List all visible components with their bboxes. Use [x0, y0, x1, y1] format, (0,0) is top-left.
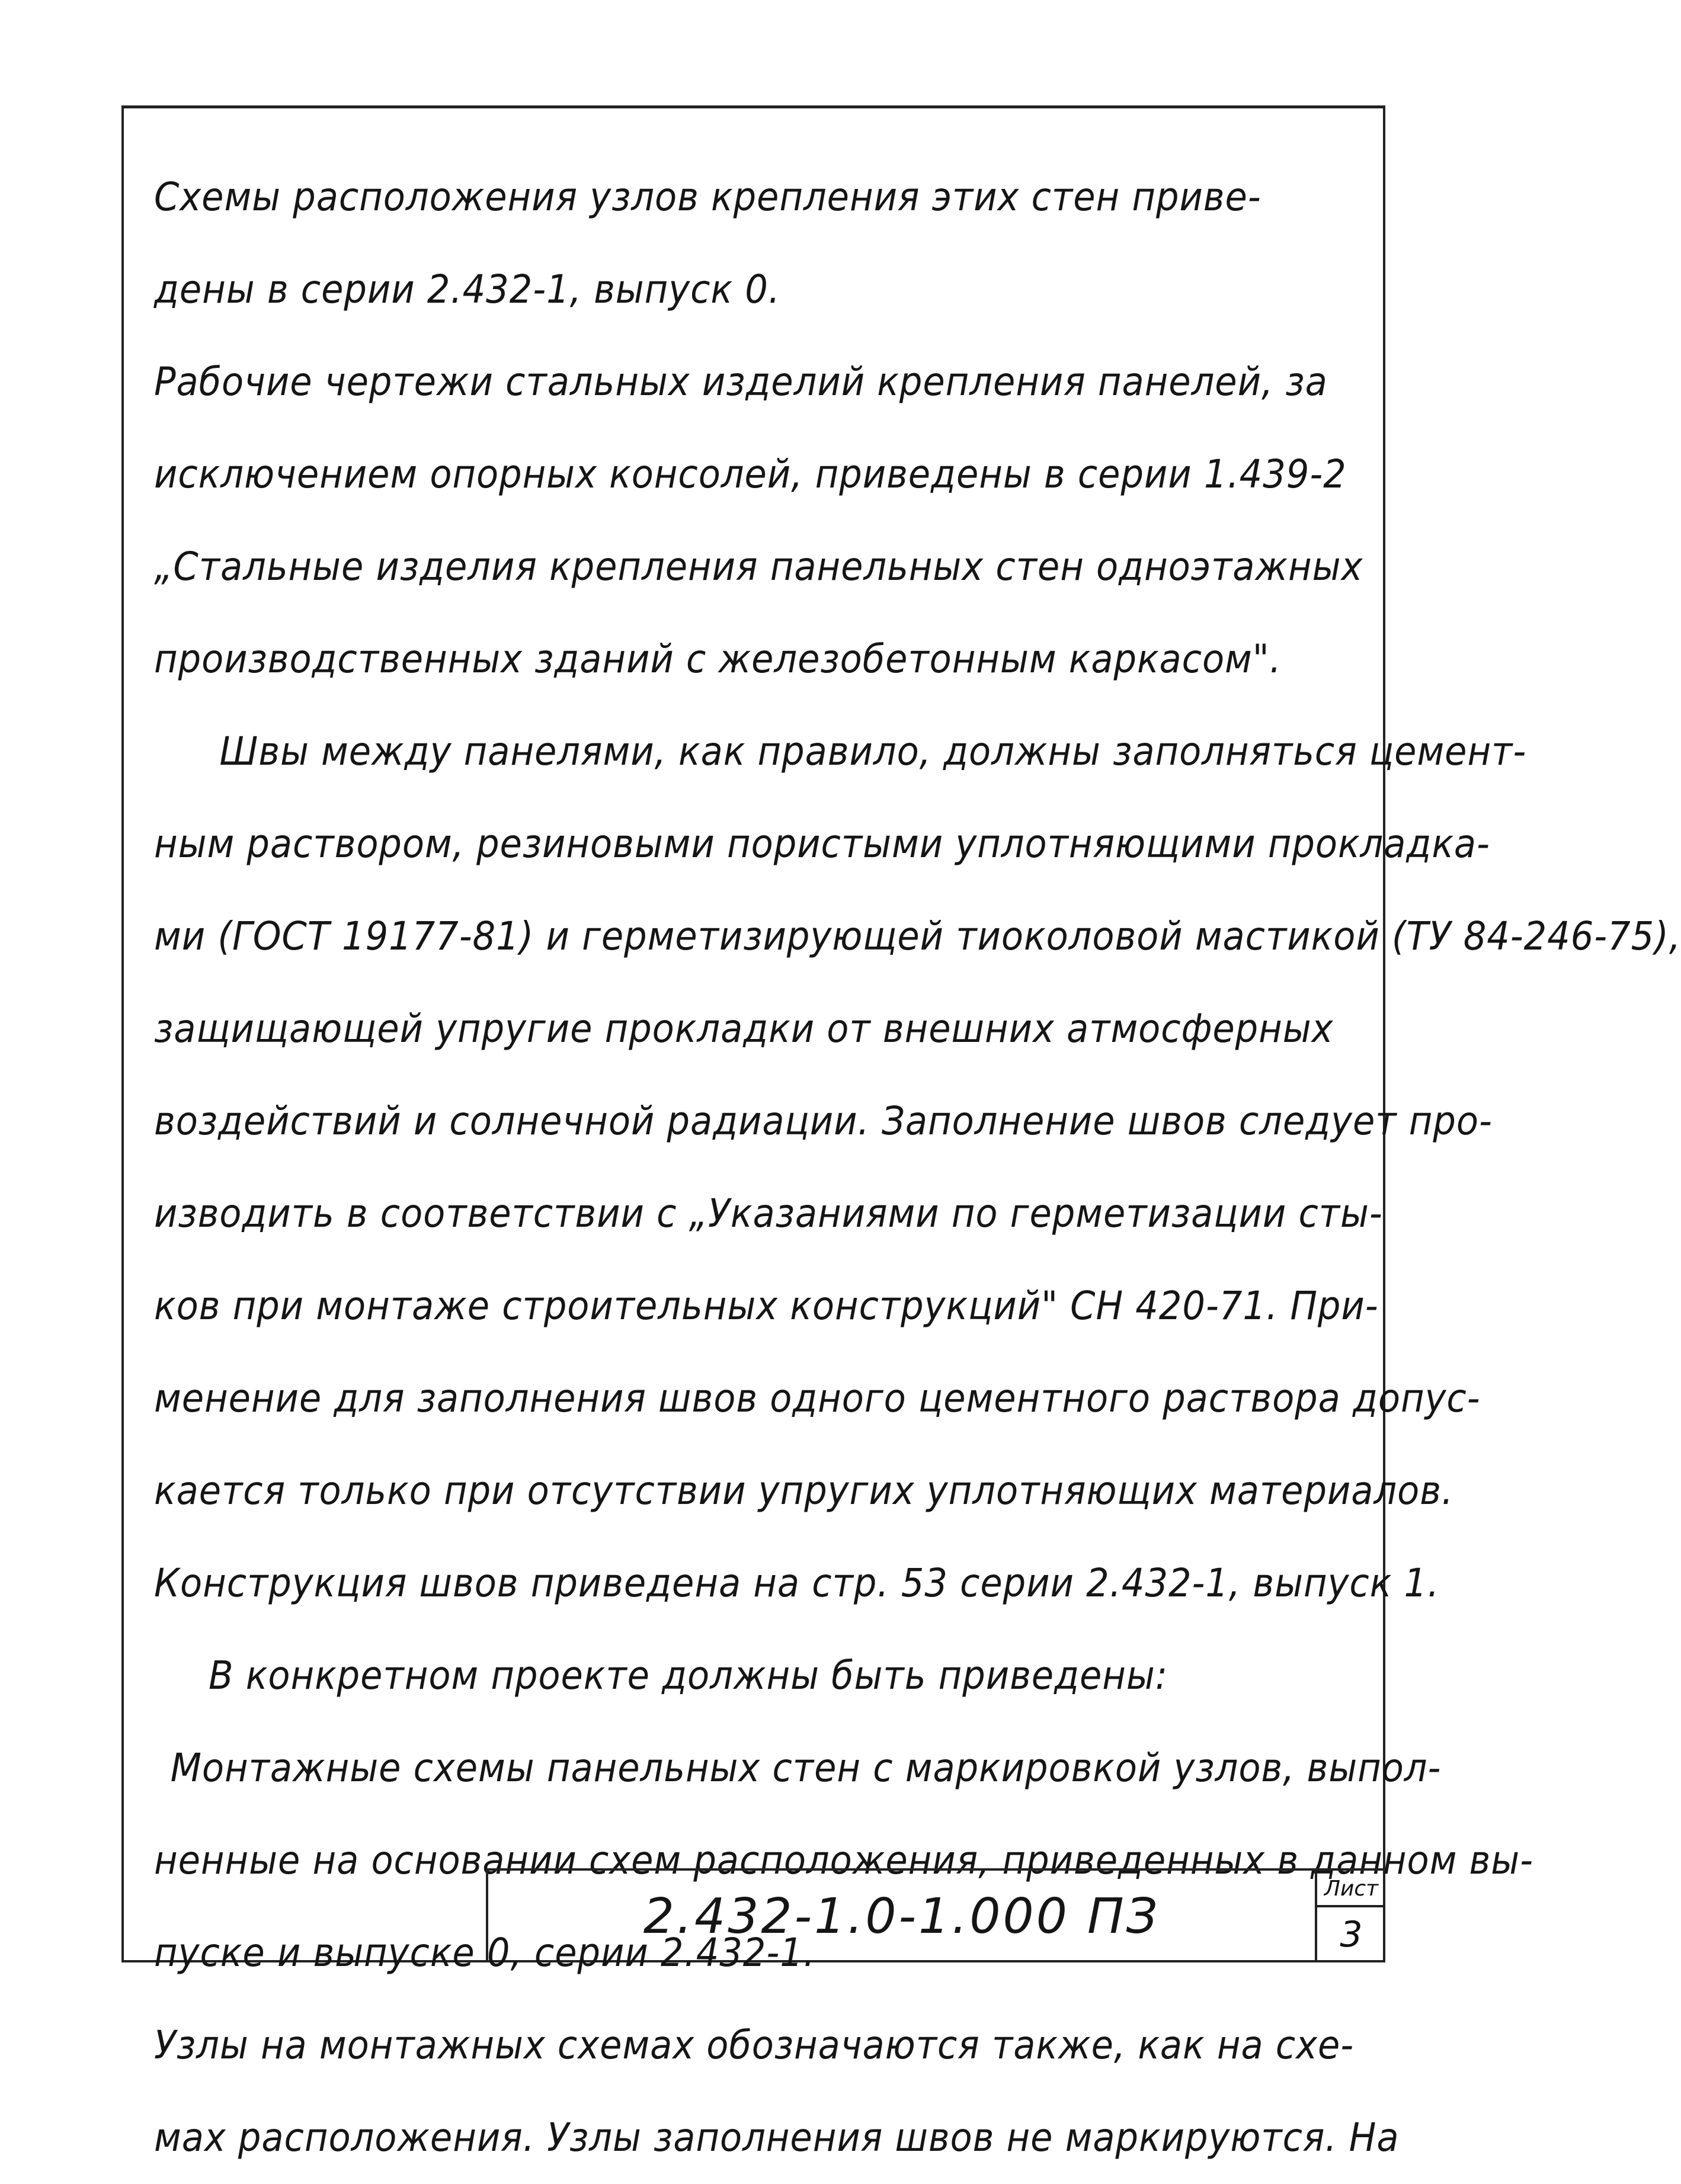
text-line: Схемы расположения узлов крепления этих стен приве-	[154, 174, 1261, 220]
document-designation: 2.432-1.0-1.000 ПЗ	[643, 1888, 1160, 1945]
text-line: изводить в соответствии с „Указаниями по герметизации сты-	[154, 1191, 1383, 1236]
text-line: Узлы на монтажных схемах обозначаются также, как на схе-	[154, 2022, 1355, 2068]
text-line: ным раствором, резиновыми пористыми уплотняющими прокладка-	[154, 821, 1490, 867]
text-line: воздействий и солнечной радиации. Заполнение швов следует про-	[154, 1098, 1493, 1144]
text-line: производственных зданий с железобетонным каркасом".	[154, 636, 1282, 682]
text-line: дены в серии 2.432-1, выпуск 0.	[154, 267, 781, 312]
text-line: Монтажные схемы панельных стен с маркировкой узлов, выпол-	[170, 1745, 1442, 1791]
text-line: ми (ГОСТ 19177-81) и герметизирующей тиоколовой мастикой (ТУ 84-246-75),	[154, 913, 1681, 959]
title-block	[486, 1868, 1385, 1962]
sheet-label: Лист	[1317, 1871, 1385, 1907]
text-line: В конкретном проекте должны быть приведены:	[209, 1653, 1168, 1698]
text-line: пуске и выпуске 0, серии 2.432-1.	[154, 1930, 815, 1975]
text-line: кается только при отсутствии упругих уплотняющих материалов.	[154, 1468, 1454, 1513]
text-line: Рабочие чертежи стальных изделий крепления панелей, за	[154, 359, 1328, 405]
text-line: Конструкция швов приведена на стр. 53 серии 2.432-1, выпуск 1.	[154, 1560, 1440, 1606]
sheet-number: 3	[1340, 1914, 1363, 1955]
text-line: „Стальные изделия крепления панельных стен одноэтажных	[154, 544, 1363, 589]
text-line: Швы между панелями, как правило, должны заполняться цемент-	[219, 729, 1527, 774]
text-line: ненные на основании схем расположения, приведенных в данном вы-	[154, 1837, 1533, 1883]
text-line: защищающей упругие прокладки от внешних атмосферных	[154, 1006, 1334, 1051]
text-line: мах расположения. Узлы заполнения швов не маркируются. На	[154, 2115, 1400, 2160]
text-line: исключением опорных консолей, приведены в серии 1.439-2	[154, 451, 1347, 497]
text-line: менение для заполнения швов одного цементного раствора допус-	[154, 1375, 1481, 1421]
text-line: ков при монтаже строительных конструкций" СН 420-71. При-	[154, 1283, 1379, 1329]
sheet-cell	[1315, 1871, 1385, 1962]
